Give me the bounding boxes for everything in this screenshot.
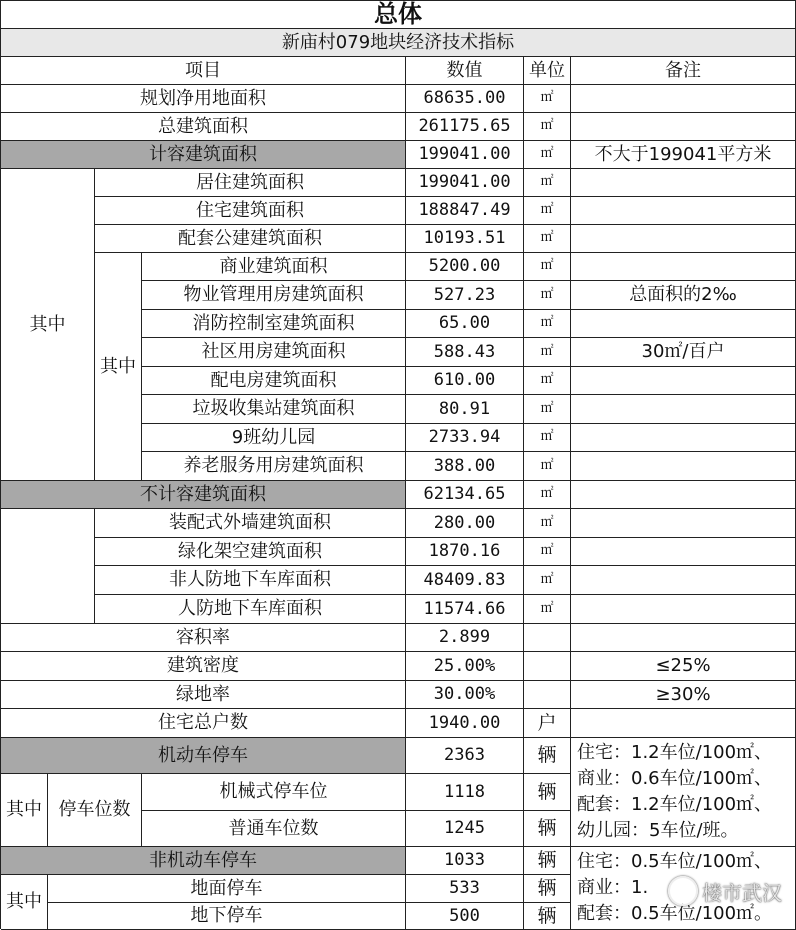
row-label: 绿化架空建筑面积 (95, 538, 406, 566)
row-label: 配套公建建筑面积 (95, 225, 406, 253)
row-note (571, 395, 796, 424)
table-subtitle: 新庙村079地块经济技术指标 (1, 29, 796, 57)
row-note (571, 424, 796, 452)
row-unit: ㎡ (524, 566, 571, 595)
column-header-item: 项目 (1, 57, 406, 85)
row-unit (524, 681, 571, 709)
row-unit: ㎡ (524, 424, 571, 452)
row-note (571, 169, 796, 197)
row-note: ≤25% (571, 652, 796, 681)
row-unit: 辆 (524, 847, 571, 875)
note-line: 商业：0.6车位/100㎡、 (577, 768, 773, 789)
row-note (571, 566, 796, 595)
row-label: 人防地下车库面积 (95, 595, 406, 624)
group-blank (1, 509, 95, 624)
row-unit: 辆 (524, 774, 571, 811)
row-label: 居住建筑面积 (95, 169, 406, 197)
row-label: 建筑密度 (1, 652, 406, 681)
group-among: 其中 (1, 774, 48, 847)
row-note (571, 509, 796, 538)
column-header-value: 数值 (406, 57, 524, 85)
row-label: 机械式停车位 (142, 774, 406, 811)
row-note (571, 452, 796, 481)
row-value: 388.00 (406, 452, 524, 481)
row-label: 配电房建筑面积 (142, 367, 406, 395)
row-value: 68635.00 (406, 85, 524, 113)
row-note (571, 85, 796, 113)
row-label: 装配式外墙建筑面积 (95, 509, 406, 538)
row-label: 消防控制室建筑面积 (142, 310, 406, 338)
row-unit: ㎡ (524, 509, 571, 538)
row-label: 规划净用地面积 (1, 85, 406, 113)
row-unit: ㎡ (524, 169, 571, 197)
row-value: 80.91 (406, 395, 524, 424)
row-value: 11574.66 (406, 595, 524, 624)
row-value: 65.00 (406, 310, 524, 338)
column-header-unit: 单位 (524, 57, 571, 85)
row-unit: 辆 (524, 875, 571, 903)
row-value: 2363 (406, 738, 524, 774)
row-unit: ㎡ (524, 367, 571, 395)
row-value: 25.00% (406, 652, 524, 681)
row-label: 物业管理用房建筑面积 (142, 281, 406, 310)
row-value: 1118 (406, 774, 524, 811)
row-note (571, 113, 796, 141)
row-label: 计容建筑面积 (1, 141, 406, 169)
row-label: 社区用房建筑面积 (142, 338, 406, 367)
note-line: 配套：0.5车位/100㎡。 (577, 903, 773, 924)
row-unit: ㎡ (524, 197, 571, 225)
watermark-logo-icon (668, 876, 698, 906)
row-value: 62134.65 (406, 481, 524, 509)
row-label: 普通车位数 (142, 811, 406, 847)
row-note (571, 310, 796, 338)
row-value: 2733.94 (406, 424, 524, 452)
row-unit (524, 624, 571, 652)
row-note (571, 253, 796, 281)
row-value: 5200.00 (406, 253, 524, 281)
row-label: 不计容建筑面积 (1, 481, 406, 509)
row-unit: ㎡ (524, 452, 571, 481)
row-unit: ㎡ (524, 141, 571, 169)
note-line: 商业：1. (577, 877, 649, 898)
row-note (571, 481, 796, 509)
row-label: 机动车停车 (1, 738, 406, 774)
row-value: 533 (406, 875, 524, 903)
row-value: 48409.83 (406, 566, 524, 595)
row-label: 商业建筑面积 (142, 253, 406, 281)
row-value: 280.00 (406, 509, 524, 538)
row-label: 住宅总户数 (1, 709, 406, 738)
row-value: 1870.16 (406, 538, 524, 566)
row-note: ≥30% (571, 681, 796, 709)
row-value: 261175.65 (406, 113, 524, 141)
row-note (571, 709, 796, 738)
row-value: 500 (406, 903, 524, 930)
row-value: 1033 (406, 847, 524, 875)
row-label: 9班幼儿园 (142, 424, 406, 452)
group-among: 其中 (1, 875, 48, 930)
row-value: 1940.00 (406, 709, 524, 738)
row-note: 30㎡/百户 (571, 338, 796, 367)
row-note (571, 367, 796, 395)
row-unit: 辆 (524, 903, 571, 930)
row-value: 199041.00 (406, 169, 524, 197)
motor-parking-note (571, 738, 796, 847)
parking-spaces-label: 停车位数 (48, 774, 142, 847)
row-unit: ㎡ (524, 281, 571, 310)
row-label: 垃圾收集站建筑面积 (142, 395, 406, 424)
row-label: 住宅建筑面积 (95, 197, 406, 225)
row-unit: ㎡ (524, 253, 571, 281)
table-title: 总体 (1, 1, 796, 29)
row-value: 1245 (406, 811, 524, 847)
row-note (571, 538, 796, 566)
row-unit: ㎡ (524, 595, 571, 624)
row-value: 588.43 (406, 338, 524, 367)
row-label: 非机动车停车 (1, 847, 406, 875)
row-unit: ㎡ (524, 113, 571, 141)
row-label: 容积率 (1, 624, 406, 652)
row-value: 610.00 (406, 367, 524, 395)
row-unit: ㎡ (524, 538, 571, 566)
row-label: 非人防地下车库面积 (95, 566, 406, 595)
watermark (668, 876, 782, 906)
row-unit: ㎡ (524, 338, 571, 367)
row-note (571, 197, 796, 225)
row-label: 总建筑面积 (1, 113, 406, 141)
row-unit: 辆 (524, 811, 571, 847)
row-unit: ㎡ (524, 225, 571, 253)
note-line: 配套：1.2车位/100㎡、 (577, 794, 773, 815)
group-among: 其中 (1, 169, 95, 481)
row-note: 不大于199041平方米 (571, 141, 796, 169)
note-line: 住宅：0.5车位/100㎡、 (577, 851, 773, 872)
watermark-text: 楼市武汉 (702, 880, 782, 905)
row-note (571, 624, 796, 652)
row-note (571, 595, 796, 624)
row-label: 养老服务用房建筑面积 (142, 452, 406, 481)
row-unit (524, 652, 571, 681)
row-label: 绿地率 (1, 681, 406, 709)
row-value: 2.899 (406, 624, 524, 652)
row-value: 30.00% (406, 681, 524, 709)
row-note: 总面积的2‰ (571, 281, 796, 310)
row-value: 188847.49 (406, 197, 524, 225)
note-line: 住宅：1.2车位/100㎡、 (577, 742, 773, 763)
row-unit: ㎡ (524, 85, 571, 113)
row-unit: 辆 (524, 738, 571, 774)
row-unit: ㎡ (524, 310, 571, 338)
row-unit: ㎡ (524, 481, 571, 509)
row-label: 地面停车 (48, 875, 406, 903)
row-value: 10193.51 (406, 225, 524, 253)
row-value: 199041.00 (406, 141, 524, 169)
row-label: 地下停车 (48, 903, 406, 930)
row-note (571, 225, 796, 253)
row-unit: ㎡ (524, 395, 571, 424)
note-line: 幼儿园：5车位/班。 (577, 820, 739, 841)
row-value: 527.23 (406, 281, 524, 310)
subgroup-among: 其中 (95, 253, 142, 481)
row-unit: 户 (524, 709, 571, 738)
column-header-note: 备注 (571, 57, 796, 85)
